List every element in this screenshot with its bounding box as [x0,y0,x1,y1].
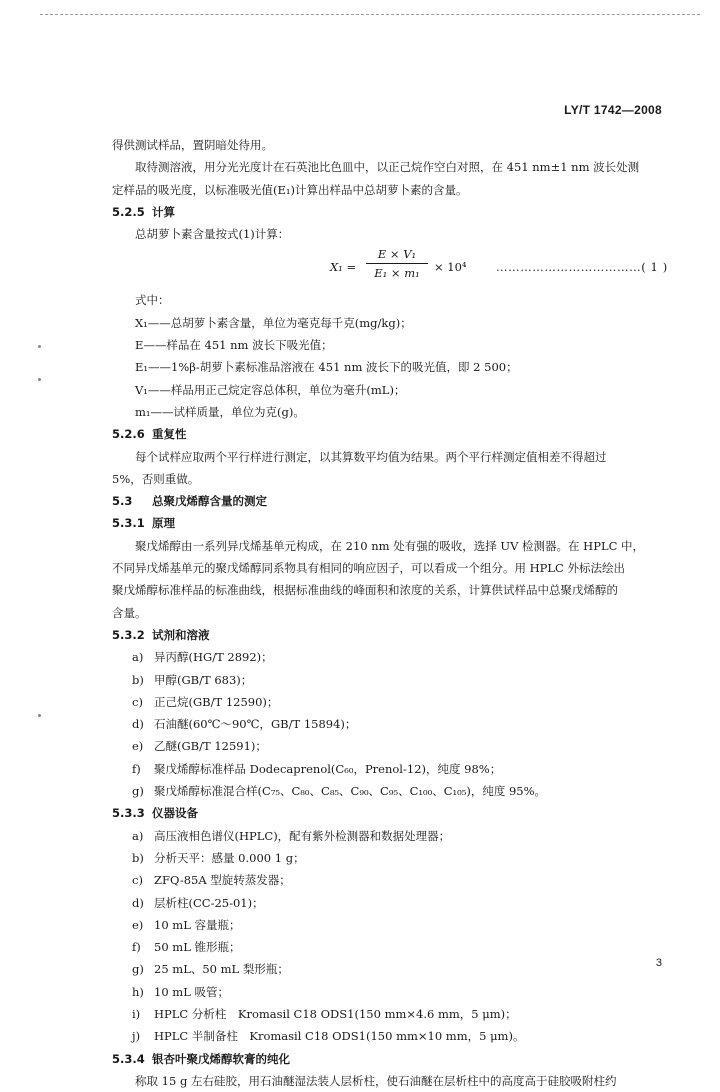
formula-denominator: E₁ × m₁ [374,266,420,281]
equipment-item: g) 25 mL、50 mL 梨形瓶； [132,962,289,977]
equipment-item: i) HPLC 分析柱 Kromasil C18 ODS1(150 mm×4.6 mm，5 μm)； [132,1006,517,1021]
reagent-item: d) 石油醚(60℃～90℃，GB/T 15894)； [132,717,357,732]
reagent-item: g) 聚戊烯醇标准混合样(C₇₅、C₈₀、C₈₅、C₉₀、C₉₅、C₁₀₀、C₁₀₅)，纯度 95%。 [132,784,547,799]
paragraph: 称取 15 g 左右硅胶，用石油醚湿法装人层析柱，使石油醚在层析柱中的高度高于硅胶吸附柱约 [135,1073,617,1088]
equipment-item: e) 10 mL 容量瓶； [132,917,241,932]
section-heading-5-3-4: 5.3.4 银杏叶聚戊烯醇软膏的纯化 [112,1051,290,1066]
equipment-item: h) 10 mL 吸管； [132,984,229,999]
definition-item: m₁——试样质量，单位为克(g)。 [135,404,305,419]
equipment-item: j) HPLC 半制备柱 Kromasil C18 ODS1(150 mm×10 mm，5 μm)。 [132,1029,525,1044]
paragraph: 取待测溶液，用分光光度计在石英池比色皿中，以正己烷作空白对照，在 451 nm±1 nm 波长处测 [135,160,640,175]
margin-dot [38,378,41,381]
equipment-item: b) 分析天平：感量 0.000 1 g； [132,850,305,865]
formula-1 [112,245,668,289]
paragraph: 聚戊烯醇由一系列异戊烯基单元构成，在 210 nm 处有强的吸收，选择 UV 检测器。在 HPLC 中， [135,538,645,553]
formula-lhs: X₁ = [330,260,357,275]
where-label: 式中： [135,293,170,308]
margin-dot [38,714,41,717]
paragraph: 总胡萝卜素含量按式(1)计算： [135,227,290,242]
reagent-item: b) 甲醇(GB/T 683)； [132,672,253,687]
equipment-item: f) 50 mL 锥形瓶； [132,940,241,955]
formula-number: ………………………………( 1 ) [496,260,668,275]
formula-fraction [366,245,428,282]
equipment-item: a) 高压液相色谱仪(HPLC)，配有紫外检测器和数据处理器； [132,828,451,843]
page-body [112,134,668,1092]
paragraph: 聚戊烯醇标准样品的标准曲线，根据标准曲线的峰面积和浓度的关系，计算供试样品中总聚戊烯醇的 [112,583,618,598]
page-number: 3 [655,957,662,969]
margin-dot [38,345,41,348]
paragraph: 定样品的吸光度，以标准吸光值(E₁)计算出样品中总胡萝卜素的含量。 [112,182,468,197]
equipment-item: c) ZFQ-85A 型旋转蒸发器； [132,873,291,888]
definition-item: E₁——1%β-胡萝卜素标准品溶液在 451 nm 波长下的吸光值，即 2 500； [135,360,518,375]
paragraph: 含量。 [112,605,147,620]
standard-code: LY/T 1742—2008 [564,103,662,117]
section-heading-5-2-5: 5.2.5 计算 [112,204,175,219]
section-heading-5-2-6: 5.2.6 重复性 [112,427,187,442]
reagent-item: f) 聚戊烯醇标准样品 Dodecaprenol(C₆₀，Prenol-12)，纯度 98%； [132,761,502,776]
paragraph: 得供测试样品，置阴暗处待用。 [112,138,273,152]
paragraph: 5%，否则重做。 [112,471,200,486]
section-heading-5-3-3: 5.3.3 仪器设备 [112,806,198,821]
section-heading-5-3-1: 5.3.1 原理 [112,516,175,531]
definition-item: X₁——总胡萝卜素含量，单位为毫克每千克(mg/kg)； [135,315,412,330]
paragraph: 每个试样应取两个平行样进行测定，以其算数平均值为结果。两个平行样测定值相差不得超过 [135,449,607,464]
top-scan-line [40,14,700,15]
reagent-item: a) 异丙醇(HG/T 2892)； [132,650,273,665]
formula-numerator: E × V₁ [366,245,428,264]
definition-item: E——样品在 451 nm 波长下吸光值； [135,338,333,353]
paragraph: 不同异戊烯基单元的聚戊烯醇同系物具有相同的响应因子，可以看成一个组分。用 HPLC 外标法绘出 [112,561,626,576]
section-heading-5-3-2: 5.3.2 试剂和溶液 [112,627,210,642]
section-heading-5-3: 5.3 总聚戊烯醇含量的测定 [112,494,267,509]
definition-item: V₁——样品用正己烷定容总体积，单位为毫升(mL)； [135,382,406,397]
equipment-item: d) 层析柱(CC-25-01)； [132,895,264,910]
reagent-item: e) 乙醚(GB/T 12591)； [132,739,267,754]
reagent-item: c) 正己烷(GB/T 12590)； [132,694,279,709]
formula-rhs: × 10⁴ [434,260,467,275]
